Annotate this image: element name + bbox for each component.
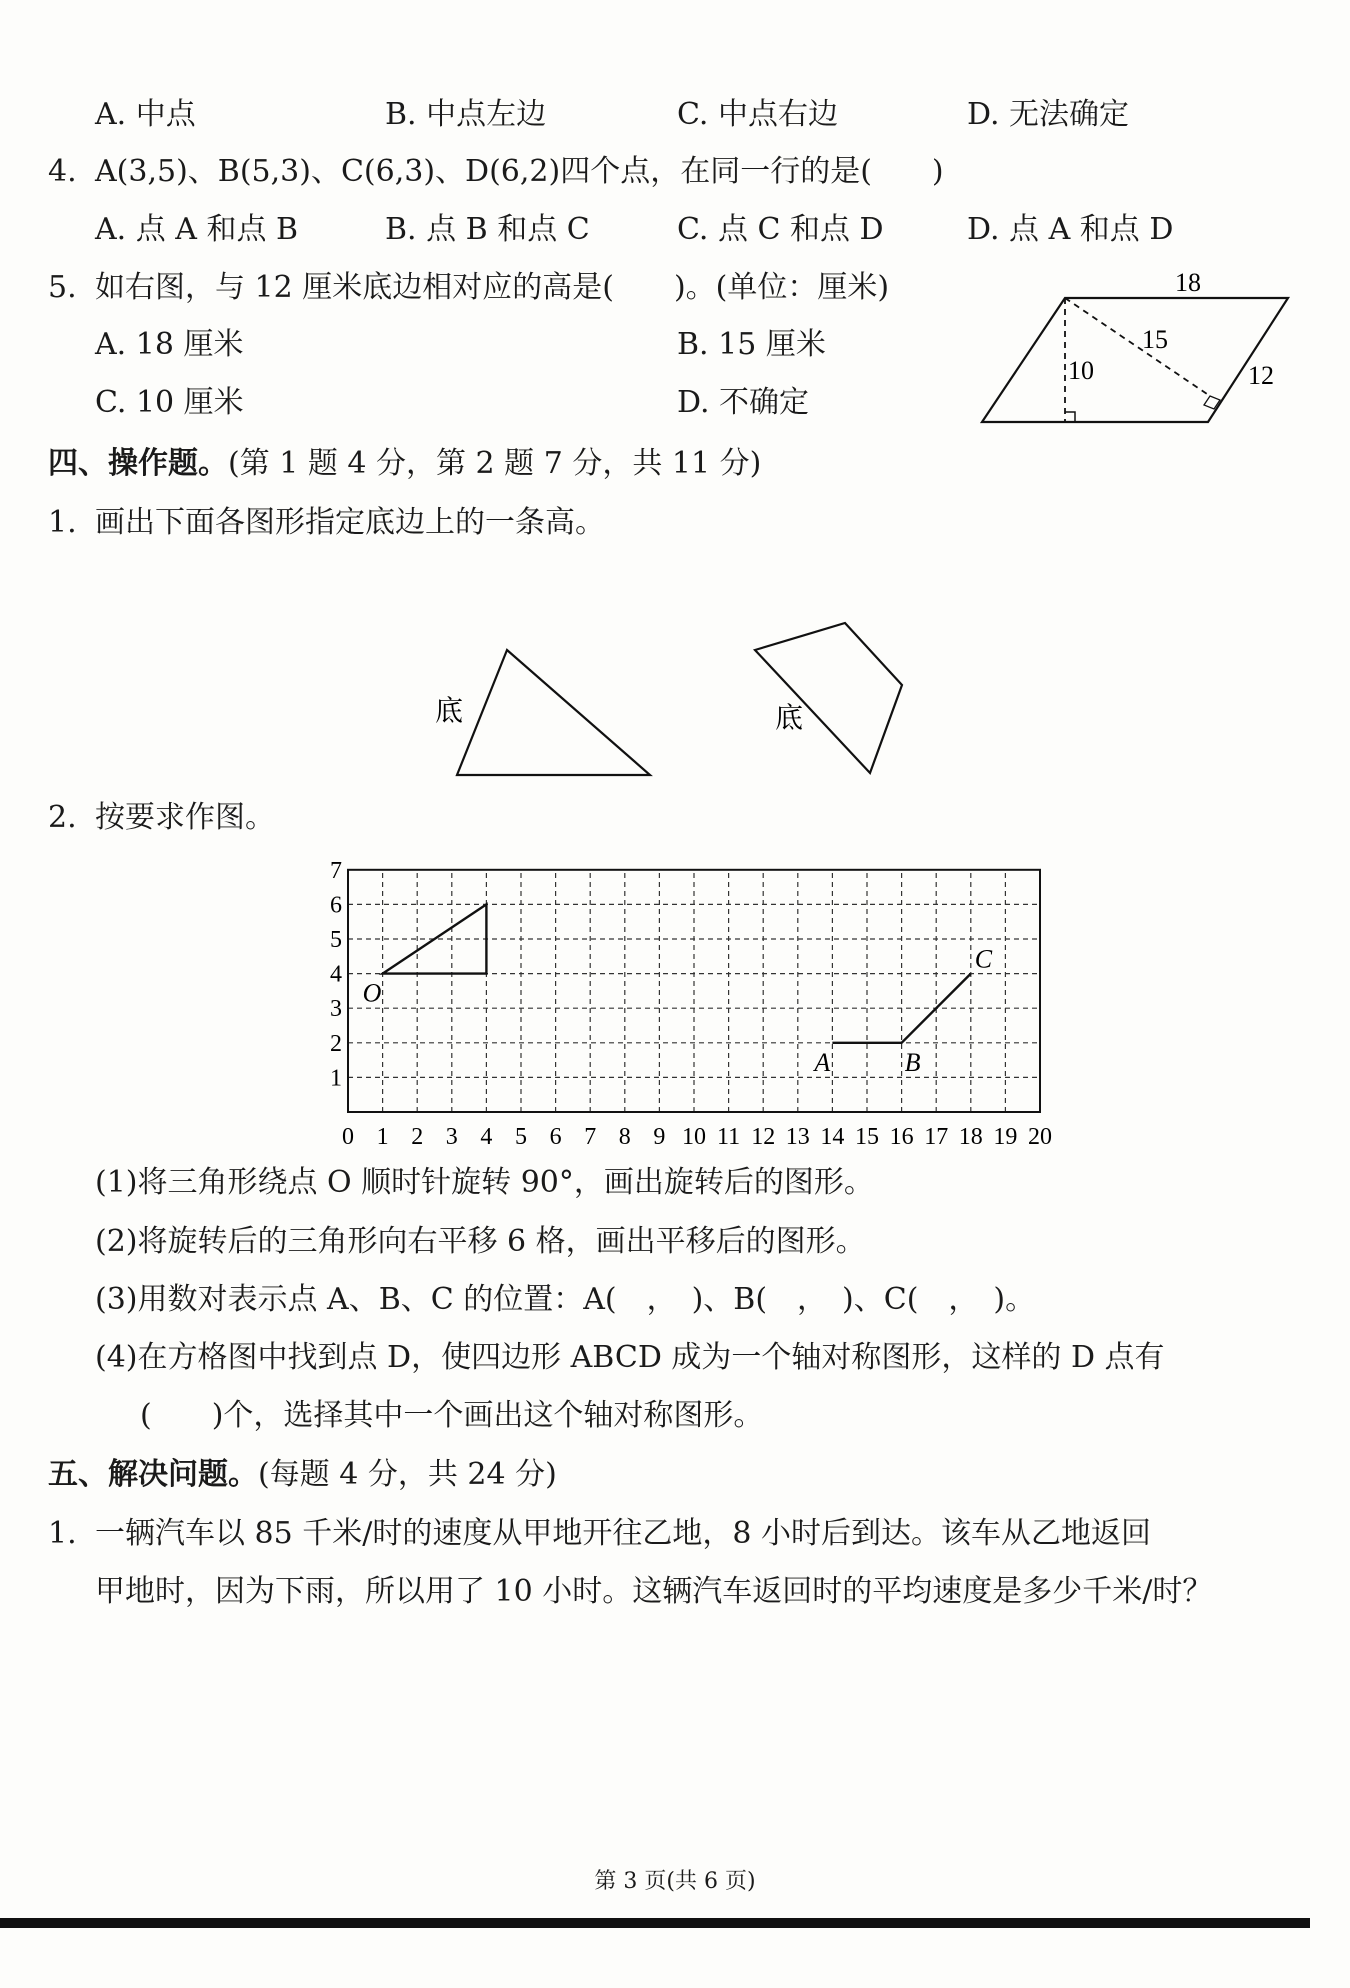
- section5-score: (每题 4 分，共 24 分): [258, 1457, 557, 1492]
- x-tick-label: 17: [924, 1124, 949, 1150]
- x-tick-label: 12: [751, 1124, 776, 1150]
- quadrilateral-base-label: 底: [775, 703, 804, 734]
- y-tick-label: 4: [330, 961, 342, 988]
- point-o-label: O: [362, 978, 382, 1008]
- section4-score: (第 1 题 4 分，第 2 题 7 分，共 11 分): [228, 446, 762, 481]
- x-tick-label: 14: [820, 1124, 845, 1150]
- quadrilateral-outline: [755, 623, 902, 773]
- section4-title: 四、操作题。: [48, 446, 228, 481]
- label-15: 15: [1142, 325, 1168, 354]
- s5-q1-line2: 甲地时，因为下雨，所以用了 10 小时。这辆汽车返回时的平均速度是多少千米/时？: [95, 1574, 1213, 1609]
- point-c-label: C: [974, 944, 993, 974]
- parallelogram-outline: [982, 298, 1288, 422]
- grid-triangle: [383, 904, 487, 973]
- s4-q2-sub4-line2: ( )个，选择其中一个画出这个轴对称图形。: [140, 1398, 764, 1433]
- parallelogram-figure: [970, 262, 1300, 432]
- q5-number: 5.: [48, 270, 77, 305]
- y-tick-label: 7: [330, 857, 342, 884]
- q4-option-b: B. 点 B 和点 C: [385, 212, 590, 247]
- s4-q2-sub1: (1)将三角形绕点 O 顺时针旋转 90°，画出旋转后的图形。: [95, 1165, 874, 1200]
- y-tick-label: 3: [330, 996, 342, 1023]
- q3-option-c: C. 中点右边: [677, 97, 838, 132]
- x-tick-label: 9: [653, 1124, 666, 1150]
- x-tick-label: 15: [855, 1124, 879, 1150]
- q4-option-d: D. 点 A 和点 D: [967, 212, 1174, 247]
- coordinate-grid: [310, 850, 1070, 1150]
- q4-option-a: A. 点 A 和点 B: [95, 212, 299, 247]
- x-tick-label: 20: [1028, 1124, 1052, 1150]
- q5-option-c: C. 10 厘米: [95, 385, 244, 420]
- bottom-rule: [0, 1918, 1310, 1928]
- x-tick-label: 4: [480, 1124, 493, 1150]
- q4-number: 4.: [48, 154, 77, 189]
- q5-option-b: B. 15 厘米: [677, 327, 826, 362]
- s4-q2-sub4-line1: (4)在方格图中找到点 D，使四边形 ABCD 成为一个轴对称图形，这样的 D 点有: [95, 1340, 1165, 1375]
- s5-q1-number: 1.: [48, 1516, 77, 1551]
- s4-q2-text: 按要求作图。: [95, 800, 275, 835]
- page-footer: 第 3 页(共 6 页): [594, 1869, 756, 1894]
- section4-heading: [48, 444, 761, 484]
- y-tick-label: 1: [330, 1065, 342, 1092]
- section5-heading: [48, 1455, 557, 1495]
- point-b-label: B: [904, 1047, 921, 1077]
- q3-option-a: A. 中点: [95, 97, 196, 132]
- x-tick-label: 11: [717, 1124, 741, 1150]
- x-tick-label: 1: [376, 1124, 389, 1150]
- s4-q1-number: 1.: [48, 505, 77, 540]
- point-a-label: A: [814, 1047, 831, 1077]
- label-18: 18: [1175, 268, 1201, 297]
- y-tick-label: 2: [330, 1030, 342, 1057]
- x-tick-label: 19: [993, 1124, 1018, 1150]
- x-tick-label: 16: [889, 1124, 914, 1150]
- x-tick-label: 13: [785, 1124, 810, 1150]
- q4-text: A(3,5)、B(5,3)、C(6,3)、D(6,2)四个点，在同一行的是( ): [95, 154, 944, 189]
- q3-option-b: B. 中点左边: [385, 97, 547, 132]
- s5-q1-line1: 一辆汽车以 85 千米/时的速度从甲地开往乙地，8 小时后到达。该车从乙地返回: [95, 1516, 1151, 1551]
- q5-option-a: A. 18 厘米: [95, 327, 244, 362]
- x-tick-label: 7: [584, 1124, 597, 1150]
- triangle-figure: [425, 640, 665, 790]
- label-10: 10: [1068, 356, 1094, 385]
- y-tick-label: 6: [330, 892, 342, 919]
- triangle-outline: [457, 650, 650, 775]
- x-tick-label: 18: [958, 1124, 983, 1150]
- x-tick-label: 0: [342, 1124, 354, 1150]
- x-tick-label: 3: [445, 1124, 458, 1150]
- q5-text: 如右图，与 12 厘米底边相对应的高是( )。(单位：厘米): [95, 270, 890, 305]
- section5-title: 五、解决问题。: [48, 1457, 258, 1492]
- q4-option-c: C. 点 C 和点 D: [677, 212, 884, 247]
- triangle-base-label: 底: [435, 696, 464, 727]
- x-tick-label: 2: [411, 1124, 424, 1150]
- quadrilateral-figure: [740, 615, 920, 785]
- q3-option-d: D. 无法确定: [967, 97, 1130, 132]
- y-tick-label: 5: [330, 927, 342, 953]
- x-tick-label: 8: [618, 1124, 631, 1150]
- s4-q2-sub3: (3)用数对表示点 A、B、C 的位置：A( ， )、B( ， )、C( ， )。: [95, 1282, 1036, 1317]
- s4-q2-sub2: (2)将旋转后的三角形向右平移 6 格，画出平移后的图形。: [95, 1224, 866, 1259]
- x-tick-label: 6: [549, 1124, 562, 1150]
- q5-option-d: D. 不确定: [677, 385, 810, 420]
- s4-q1-text: 画出下面各图形指定底边上的一条高。: [95, 505, 605, 540]
- label-12: 12: [1248, 361, 1274, 390]
- s4-q2-number: 2.: [48, 800, 77, 835]
- x-tick-label: 10: [682, 1124, 706, 1150]
- right-angle-mark: [1065, 412, 1075, 422]
- x-tick-label: 5: [515, 1124, 527, 1150]
